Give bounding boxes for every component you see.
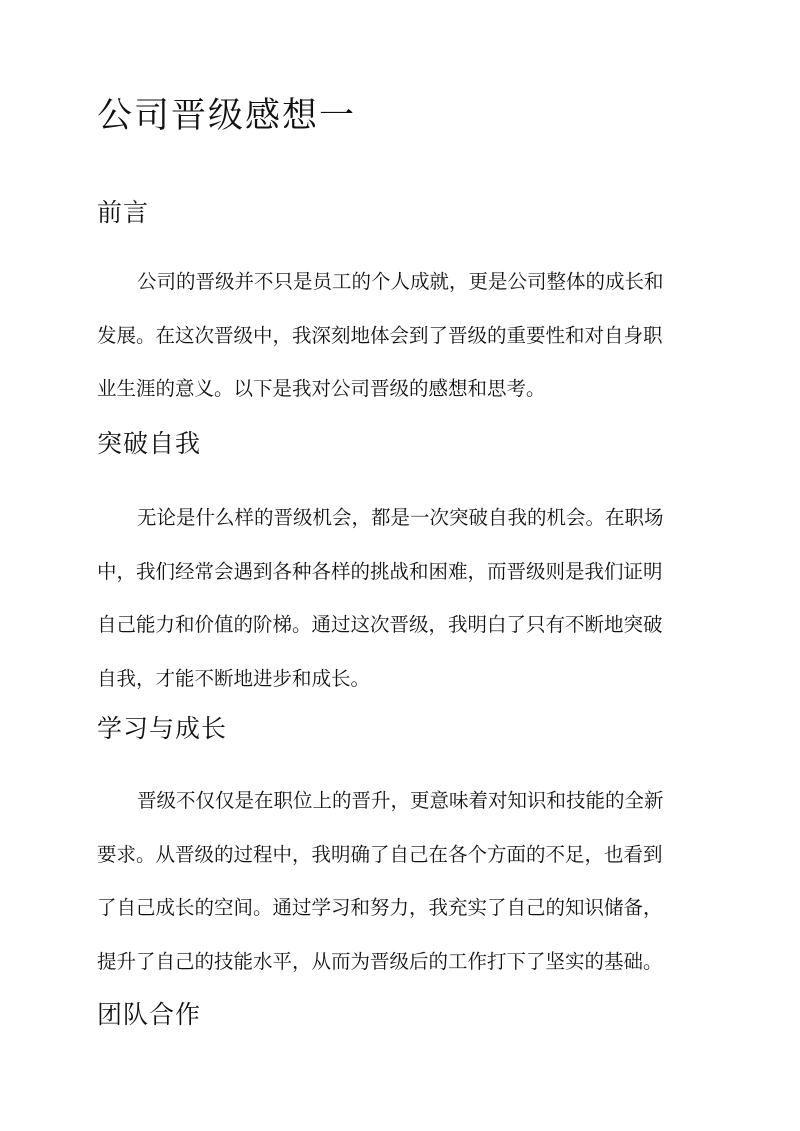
section-heading-preface: 前言 — [97, 198, 150, 227]
paragraph-line: 自己能力和价值的阶梯。通过这次晋级，我明白了只有不断地突破 — [97, 613, 663, 636]
section-paragraph-learning — [97, 774, 707, 988]
paragraph-line: 业生涯的意义。以下是我对公司晋级的感想和思考。 — [97, 377, 546, 400]
paragraph-line: 了自己成长的空间。通过学习和努力，我充实了自己的知识储备， — [97, 896, 663, 919]
section-heading-teamwork: 团队合作 — [97, 1000, 202, 1029]
section-paragraph-breakthrough — [97, 491, 707, 705]
paragraph-line: 无论是什么样的晋级机会，都是一次突破自我的机会。在职场 — [137, 506, 664, 529]
section-heading-breakthrough: 突破自我 — [97, 429, 202, 458]
paragraph-line: 提升了自己的技能水平，从而为晋级后的工作打下了坚实的基础。 — [97, 949, 663, 973]
section-heading-learning: 学习与成长 — [97, 714, 228, 743]
section-paragraph-preface — [97, 255, 707, 416]
paragraph-line: 晋级不仅仅是在职位上的晋升，更意味着对知识和技能的全新 — [137, 789, 664, 812]
paragraph-line: 发展。在这次晋级中，我深刻地体会到了晋级的重要性和对自身职 — [97, 323, 663, 347]
paragraph-line: 要求。从晋级的过程中，我明确了自己在各个方面的不足，也看到 — [97, 842, 663, 866]
document-title: 公司晋级感想一 — [97, 96, 357, 136]
paragraph-line: 自我，才能不断地进步和成长。 — [97, 666, 371, 690]
paragraph-line: 中，我们经常会遇到各种各样的挑战和困难，而晋级则是我们证明 — [97, 559, 663, 583]
paragraph-line: 公司的晋级并不只是员工的个人成就，更是公司整体的成长和 — [137, 270, 664, 293]
